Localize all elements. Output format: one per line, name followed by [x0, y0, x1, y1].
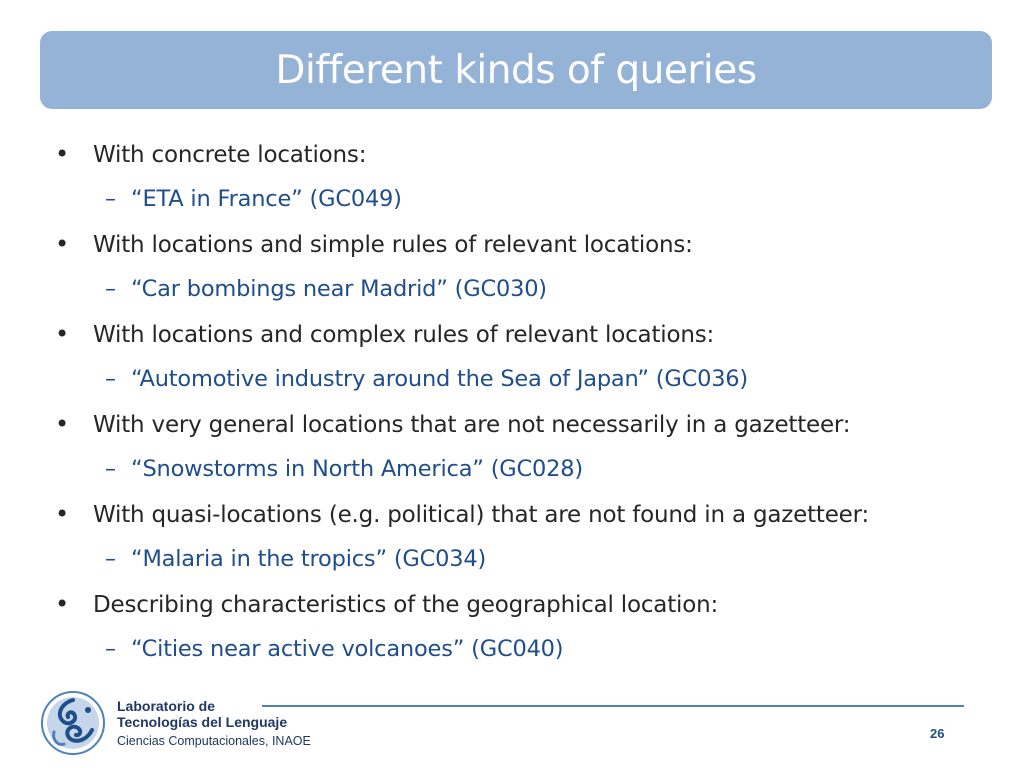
slide-title: Different kinds of queries	[275, 47, 757, 93]
bullet-marker: •	[55, 500, 70, 528]
sub-bullet-marker: –	[105, 637, 116, 662]
bullet-item	[55, 312, 995, 357]
lab-name-line2: Tecnologías del Lenguaje	[117, 714, 288, 730]
sub-bullet-item	[55, 267, 995, 312]
sub-bullet-item	[55, 447, 995, 492]
sub-bullet-item	[55, 537, 995, 582]
bullet-text: With very general locations that are not necessarily in a gazetteer:	[93, 412, 851, 438]
sub-bullet-marker: –	[105, 547, 116, 572]
bullet-item	[55, 222, 995, 267]
sub-bullet-text: “Malaria in the tropics” (GC034)	[131, 546, 487, 572]
page-number: 26	[930, 726, 945, 741]
sub-bullet-text: “Automotive industry around the Sea of Japan” (GC036)	[131, 366, 749, 392]
title-bar	[40, 31, 992, 109]
bullet-item	[55, 132, 995, 177]
sub-bullet-marker: –	[105, 367, 116, 392]
bullet-marker: •	[55, 140, 70, 168]
lab-logo-icon	[40, 690, 106, 756]
bullet-text: With locations and simple rules of relevant locations:	[93, 232, 693, 258]
bullet-item	[55, 402, 995, 447]
lab-name-line1: Laboratorio de	[117, 698, 216, 714]
bullet-item	[55, 582, 995, 627]
bullet-item	[55, 492, 995, 537]
bullet-marker: •	[55, 410, 70, 438]
sub-bullet-item	[55, 627, 995, 672]
bullet-marker: •	[55, 590, 70, 618]
bullet-text: Describing characteristics of the geographical location:	[93, 592, 718, 618]
bullet-list	[55, 132, 995, 672]
footer-divider	[262, 705, 964, 707]
bullet-text: With locations and complex rules of relevant locations:	[93, 322, 715, 348]
bullet-marker: •	[55, 320, 70, 348]
sub-bullet-text: “Cities near active volcanoes” (GC040)	[131, 636, 564, 662]
lab-name	[117, 698, 287, 730]
sub-bullet-item	[55, 357, 995, 402]
sub-bullet-marker: –	[105, 457, 116, 482]
sub-bullet-marker: –	[105, 187, 116, 212]
bullet-text: With concrete locations:	[93, 142, 367, 168]
sub-bullet-text: “Car bombings near Madrid” (GC030)	[131, 276, 547, 302]
lab-department: Ciencias Computacionales, INAOE	[117, 734, 311, 748]
sub-bullet-item	[55, 177, 995, 222]
sub-bullet-marker: –	[105, 277, 116, 302]
sub-bullet-text: “ETA in France” (GC049)	[131, 186, 402, 212]
sub-bullet-text: “Snowstorms in North America” (GC028)	[131, 456, 583, 482]
bullet-marker: •	[55, 230, 70, 258]
bullet-text: With quasi-locations (e.g. political) that are not found in a gazetteer:	[93, 502, 870, 528]
